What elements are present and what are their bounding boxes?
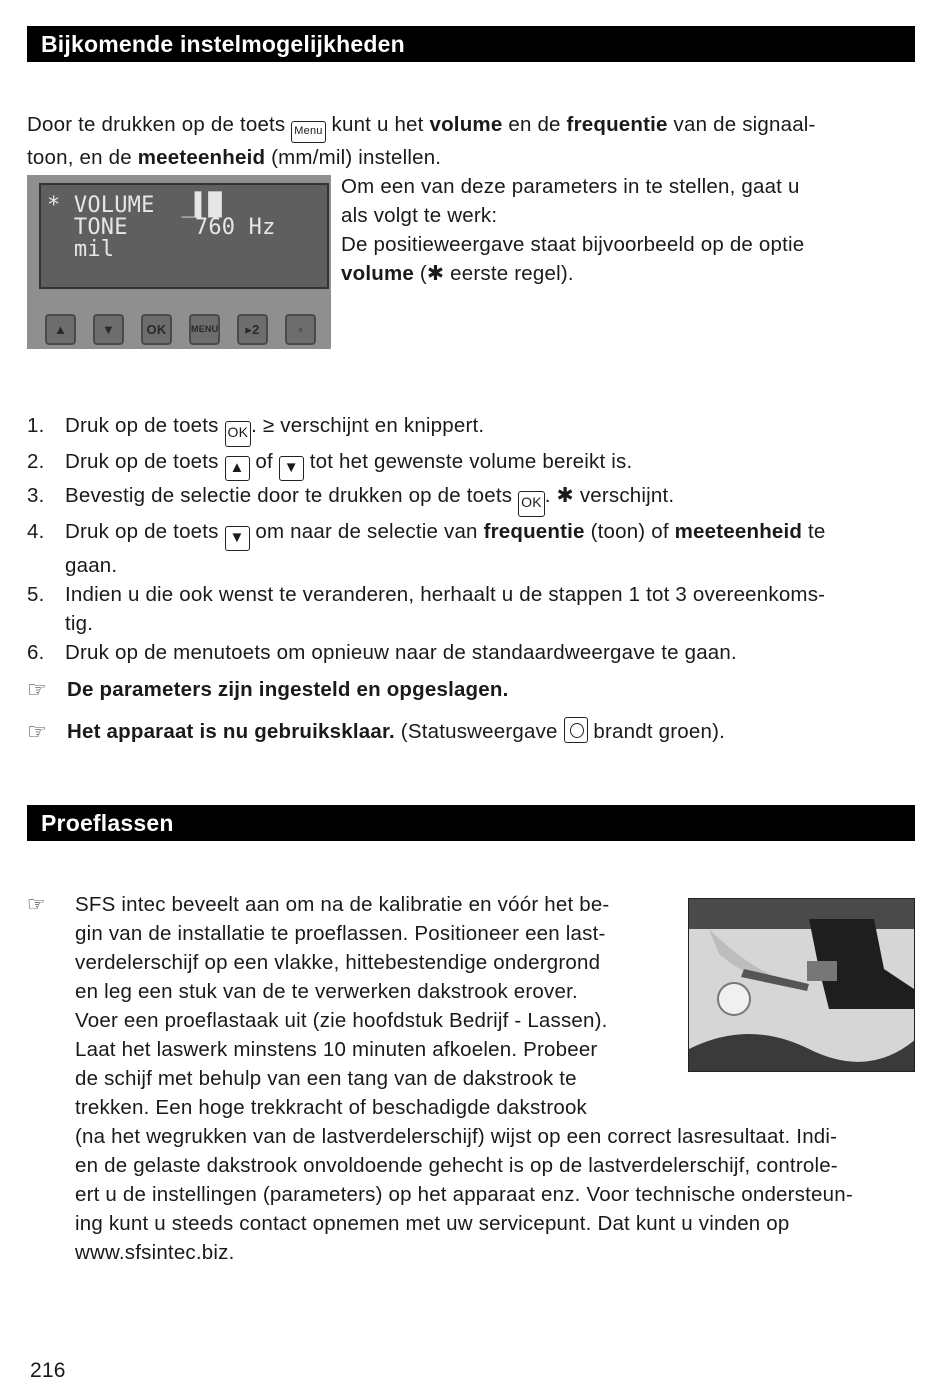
step-text: Druk op de toets <box>65 520 225 543</box>
intro-text: en de <box>502 113 567 136</box>
note-configured <box>27 675 912 704</box>
list-item <box>27 638 912 667</box>
step-text: . ≥ verschijnt en knippert. <box>251 414 485 437</box>
step-text: Bevestig de selectie door te drukken op de toets <box>65 484 519 507</box>
step-text: te <box>802 520 826 543</box>
side-text-line: De positieweergave staat bijvoorbeeld op de optie <box>341 233 805 256</box>
paragraph-line: de schijf met behulp van een tang van de dakstrook te <box>75 1067 577 1090</box>
status-indicator-icon <box>564 717 588 743</box>
device-menu-button-icon: MENU <box>189 314 220 345</box>
list-item <box>27 411 912 447</box>
paragraph-line: trekken. Een hoge trekkracht of beschadigde dakstrook <box>75 1096 588 1119</box>
lcd-screen <box>39 183 329 289</box>
ok-key-icon: OK <box>518 491 545 517</box>
paragraph-line: Voer een proeflastaak uit (zie hoofdstuk Bedrijf - Lassen). <box>75 1009 608 1032</box>
list-item <box>27 580 912 638</box>
unit-term: meeteenheid <box>674 520 803 543</box>
step-text: Druk op de menutoets om opnieuw naar de standaardweergave te gaan. <box>65 641 737 664</box>
paragraph-line: Laat het laswerk minstens 10 minuten afkoelen. Probeer <box>75 1038 598 1061</box>
side-text-line: als volgt te werk: <box>341 204 498 227</box>
test-welding-paragraph <box>75 890 925 1267</box>
down-arrow-key-icon: ▼ <box>279 456 304 481</box>
intro-paragraph <box>27 110 907 172</box>
menu-key-icon: Menu <box>291 121 325 143</box>
side-text-line <box>341 259 911 288</box>
ok-key-icon: OK <box>225 421 252 447</box>
down-arrow-key-icon: ▼ <box>225 526 250 551</box>
side-text-line: Om een van deze parameters in te stellen, gaat u <box>341 175 800 198</box>
intro-text: kunt u het <box>325 113 430 136</box>
website-link[interactable]: www.sfsintec.biz. <box>75 1241 235 1264</box>
lcd-row: TONE 760 Hz <box>47 215 276 240</box>
list-item <box>27 481 912 517</box>
device-side-text <box>341 172 911 288</box>
step-number: 1. <box>27 414 45 437</box>
step-text: tig. <box>65 612 94 635</box>
paragraph-line: SFS intec beveelt aan om na de kalibratie en vóór het be- <box>75 893 610 916</box>
step-text: (toon) of <box>584 520 675 543</box>
paragraph-line: ing kunt u steeds contact opnemen met uw servicepunt. Dat kunt u vinden op <box>75 1212 790 1235</box>
note-text: brandt groen). <box>587 720 726 743</box>
intro-text: van de signaal- <box>667 113 816 136</box>
lcd-row: mil <box>47 237 115 262</box>
note-text-bold: Het apparaat is nu gebruiksklaar. <box>67 720 395 743</box>
device-ok-button-icon: OK <box>141 314 172 345</box>
side-text: (✱ eerste regel). <box>413 262 574 285</box>
steps-list <box>27 411 912 667</box>
device-display-image <box>27 175 331 349</box>
step-number: 4. <box>27 520 45 543</box>
intro-frequency-term: frequentie <box>566 113 668 136</box>
intro-text: toon, en de <box>27 146 138 169</box>
step-text: of <box>249 450 279 473</box>
section-title-test-welding: Proeflassen <box>27 805 915 841</box>
note-text: De parameters zijn ingesteld en opgeslagen. <box>67 678 509 701</box>
step-number: 5. <box>27 583 45 606</box>
paragraph-line: ert u de instellingen (parameters) op het apparaat enz. Voor technische ondersteun- <box>75 1183 853 1206</box>
step-number: 3. <box>27 484 45 507</box>
intro-unit-term: meeteenheid <box>137 146 266 169</box>
device-x2-button-icon: ▸2 <box>237 314 268 345</box>
list-item <box>27 447 912 481</box>
step-number: 2. <box>27 450 45 473</box>
frequency-term: frequentie <box>483 520 585 543</box>
paragraph-line: verdelerschijf op een vlakke, hittebestendige ondergrond <box>75 951 601 974</box>
intro-text: Door te drukken op de toets <box>27 113 292 136</box>
note-text: (Statusweergave <box>394 720 564 743</box>
note-ready <box>27 717 912 746</box>
section-title-settings: Bijkomende instelmogelijkheden <box>27 26 915 62</box>
paragraph-line: en leg een stuk van de te verwerken dakstrook erover. <box>75 980 578 1003</box>
paragraph-line: gin van de installatie te proeflassen. Positioneer een last- <box>75 922 606 945</box>
step-text: om naar de selectie van <box>249 520 484 543</box>
intro-volume-term: volume <box>429 113 503 136</box>
step-text: gaan. <box>65 554 118 577</box>
up-arrow-key-icon: ▲ <box>225 456 250 481</box>
pointing-hand-icon: ☞ <box>27 719 47 744</box>
paragraph-line: (na het wegrukken van de lastverdelerschijf) wijst op een correct lasresultaat. Indi- <box>75 1125 838 1148</box>
step-text: Druk op de toets <box>65 450 225 473</box>
lcd-row: * VOLUME _▌█ <box>47 193 222 218</box>
paragraph-line: en de gelaste dakstrook onvoldoende gehecht is op de lastverdelerschijf, controle- <box>75 1154 838 1177</box>
intro-text: (mm/mil) instellen. <box>265 146 442 169</box>
step-text: . ✱ verschijnt. <box>544 484 675 507</box>
step-text: tot het gewenste volume bereikt is. <box>303 450 633 473</box>
page-number: 216 <box>30 1359 66 1382</box>
step-number: 6. <box>27 641 45 664</box>
step-text: Druk op de toets <box>65 414 225 437</box>
device-status-button-icon: ◦ <box>285 314 316 345</box>
device-down-button-icon: ▼ <box>93 314 124 345</box>
step-text: Indien u die ook wenst te veranderen, herhaalt u de stappen 1 tot 3 overeenkoms- <box>65 583 826 606</box>
side-volume-term: volume <box>341 262 414 285</box>
list-item <box>27 517 912 580</box>
pointing-hand-icon: ☞ <box>27 893 46 916</box>
pointing-hand-icon: ☞ <box>27 677 47 702</box>
device-up-button-icon: ▲ <box>45 314 76 345</box>
